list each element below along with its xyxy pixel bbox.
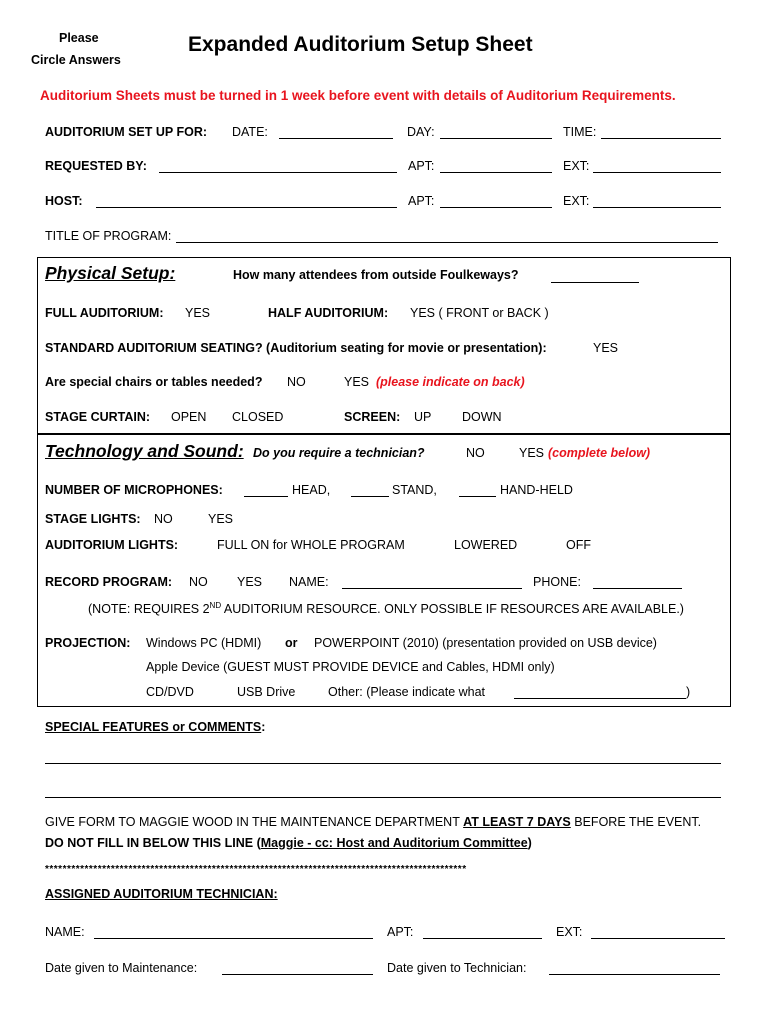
screen-down[interactable]: DOWN: [462, 410, 502, 424]
please-indicate-back: (please indicate on back): [376, 375, 525, 389]
date-technician-field[interactable]: [549, 974, 720, 975]
record-note: (NOTE: REQUIRES 2ND AUDITORIUM RESOURCE. ONLY POSSIBLE IF RESOURCES ARE AVAILABLE.): [88, 601, 684, 617]
lights-full-on[interactable]: FULL ON for WHOLE PROGRAM: [217, 538, 405, 552]
physical-setup-heading: Physical Setup:: [45, 263, 176, 283]
technician-apt-field[interactable]: [423, 938, 542, 939]
screen-label: SCREEN:: [344, 410, 401, 424]
setup-for-label: AUDITORIUM SET UP FOR:: [45, 125, 208, 139]
date-maintenance-label: Date given to Maintenance:: [45, 961, 198, 975]
host-label: HOST:: [45, 194, 83, 208]
host-ext-label: EXT:: [563, 194, 590, 208]
projection-usb-drive[interactable]: USB Drive: [237, 685, 296, 699]
title-of-program-field[interactable]: [176, 242, 718, 243]
record-name-label: NAME:: [289, 575, 329, 589]
host-field[interactable]: [96, 207, 397, 208]
half-auditorium-label: HALF AUDITORIUM:: [268, 306, 389, 320]
projection-other-field[interactable]: [514, 698, 686, 699]
apt-label: APT:: [408, 159, 435, 173]
special-chairs-question: Are special chairs or tables needed?: [45, 375, 263, 389]
technician-name-field[interactable]: [94, 938, 373, 939]
screen-up[interactable]: UP: [414, 410, 432, 424]
stage-curtain-label: STAGE CURTAIN:: [45, 410, 151, 424]
page-title: Expanded Auditorium Setup Sheet: [188, 33, 533, 56]
projection-other[interactable]: Other: (Please indicate what: [328, 685, 486, 699]
circle-instruction-line2: Circle Answers: [31, 53, 121, 67]
separator-stars: ************************************************************************************************: [45, 864, 467, 875]
do-not-fill-notice: DO NOT FILL IN BELOW THIS LINE (Maggie - cc: Host and Auditorium Committee): [45, 836, 532, 850]
projection-other-close: ): [686, 685, 691, 699]
host-apt-label: APT:: [408, 194, 435, 208]
half-auditorium-options[interactable]: YES ( FRONT or BACK ): [410, 306, 549, 320]
record-yes[interactable]: YES: [237, 575, 263, 589]
complete-below-note: (complete below): [548, 446, 651, 460]
special-chairs-no[interactable]: NO: [287, 375, 306, 389]
projection-windows-pc[interactable]: Windows PC (HDMI): [146, 636, 262, 650]
technician-apt-label: APT:: [387, 925, 414, 939]
projection-powerpoint[interactable]: POWERPOINT (2010) (presentation provided on USB device): [314, 636, 657, 650]
stage-lights-label: STAGE LIGHTS:: [45, 512, 141, 526]
time-label: TIME:: [563, 125, 597, 139]
comments-line-2[interactable]: [45, 797, 721, 798]
requested-by-field[interactable]: [159, 172, 397, 173]
stage-curtain-open[interactable]: OPEN: [171, 410, 207, 424]
record-phone-label: PHONE:: [533, 575, 581, 589]
stand-mic-label: STAND,: [392, 483, 437, 497]
attendees-question: How many attendees from outside Foulkeways?: [233, 268, 519, 282]
requested-apt-field[interactable]: [440, 172, 552, 173]
technician-question: Do you require a technician?: [253, 446, 425, 460]
stage-lights-yes[interactable]: YES: [208, 512, 234, 526]
circle-instruction-line1: Please: [59, 31, 99, 45]
give-form-instruction: GIVE FORM TO MAGGIE WOOD IN THE MAINTENANCE DEPARTMENT AT LEAST 7 DAYS BEFORE THE EVENT.: [45, 815, 702, 829]
attendees-field[interactable]: [551, 282, 639, 283]
technology-heading: Technology and Sound:: [45, 441, 244, 461]
technician-ext-label: EXT:: [556, 925, 583, 939]
record-name-field[interactable]: [342, 588, 522, 589]
standard-seating-question: STANDARD AUDITORIUM SEATING? (Auditorium seating for movie or presentation):: [45, 341, 547, 355]
requested-by-label: REQUESTED BY:: [45, 159, 147, 173]
projection-apple-device[interactable]: Apple Device (GUEST MUST PROVIDE DEVICE and Cables, HDMI only): [146, 660, 555, 674]
microphones-label: NUMBER OF MICROPHONES:: [45, 483, 223, 497]
requested-ext-field[interactable]: [593, 172, 721, 173]
lights-off[interactable]: OFF: [566, 538, 591, 552]
date-label: DATE:: [232, 125, 268, 139]
special-features-label: SPECIAL FEATURES or COMMENTS:: [45, 720, 266, 734]
head-mic-field[interactable]: [244, 496, 288, 497]
technician-ext-field[interactable]: [591, 938, 725, 939]
assigned-technician-heading: ASSIGNED AUDITORIUM TECHNICIAN:: [45, 887, 278, 901]
comments-line-1[interactable]: [45, 763, 721, 764]
head-mic-label: HEAD,: [292, 483, 331, 497]
host-apt-field[interactable]: [440, 207, 552, 208]
technician-no[interactable]: NO: [466, 446, 485, 460]
submission-notice: Auditorium Sheets must be turned in 1 week before event with details of Auditorium Requirements.: [40, 88, 676, 103]
technician-yes[interactable]: YES: [519, 446, 545, 460]
date-field[interactable]: [279, 138, 393, 139]
stand-mic-field[interactable]: [351, 496, 389, 497]
ext-label: EXT:: [563, 159, 590, 173]
projection-or: or: [285, 636, 298, 650]
date-technician-label: Date given to Technician:: [387, 961, 527, 975]
record-phone-field[interactable]: [593, 588, 682, 589]
time-field[interactable]: [601, 138, 721, 139]
stage-curtain-closed[interactable]: CLOSED: [232, 410, 284, 424]
handheld-mic-label: HAND-HELD: [500, 483, 573, 497]
projection-cd-dvd[interactable]: CD/DVD: [146, 685, 194, 699]
auditorium-lights-label: AUDITORIUM LIGHTS:: [45, 538, 179, 552]
handheld-mic-field[interactable]: [459, 496, 496, 497]
special-chairs-yes[interactable]: YES: [344, 375, 370, 389]
full-auditorium-label: FULL AUDITORIUM:: [45, 306, 164, 320]
host-ext-field[interactable]: [593, 207, 721, 208]
title-of-program-label: TITLE OF PROGRAM:: [45, 229, 172, 243]
day-label: DAY:: [407, 125, 435, 139]
lights-lowered[interactable]: LOWERED: [454, 538, 518, 552]
projection-label: PROJECTION:: [45, 636, 131, 650]
date-maintenance-field[interactable]: [222, 974, 373, 975]
record-program-label: RECORD PROGRAM:: [45, 575, 173, 589]
record-no[interactable]: NO: [189, 575, 208, 589]
technician-name-label: NAME:: [45, 925, 85, 939]
stage-lights-no[interactable]: NO: [154, 512, 173, 526]
day-field[interactable]: [440, 138, 552, 139]
standard-seating-yes[interactable]: YES: [593, 341, 619, 355]
full-auditorium-yes[interactable]: YES: [185, 306, 211, 320]
